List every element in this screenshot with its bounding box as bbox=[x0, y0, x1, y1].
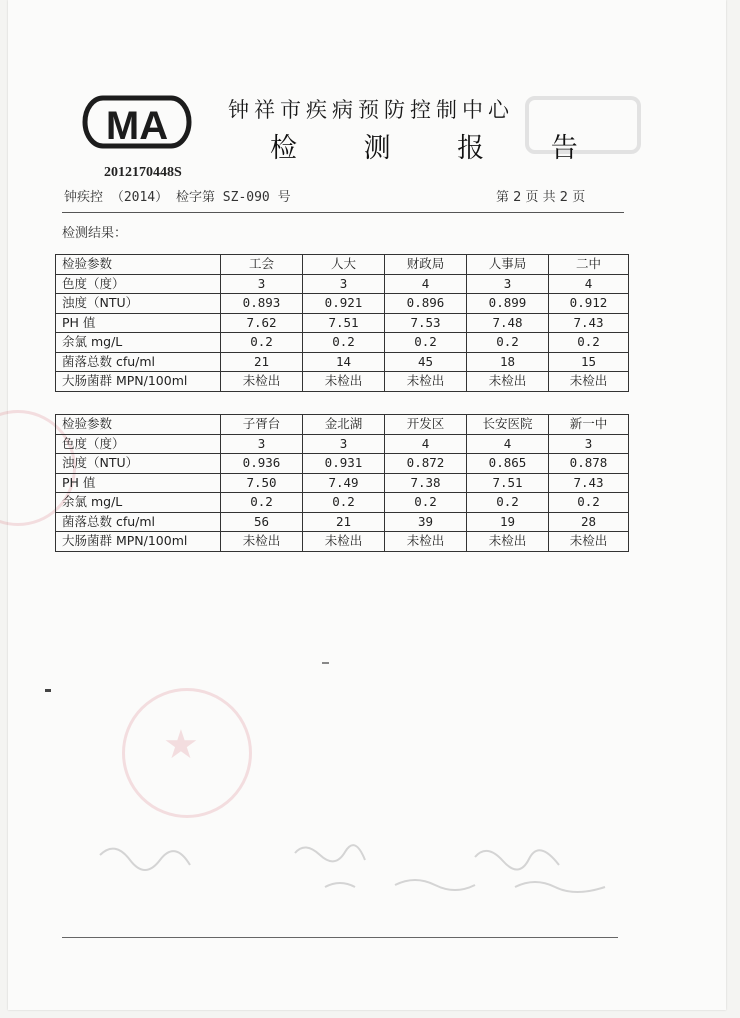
table-cell: 0.2 bbox=[467, 333, 549, 353]
table-cell: 未检出 bbox=[303, 532, 385, 552]
table-cell: 3 bbox=[549, 434, 629, 454]
table-header-row bbox=[56, 255, 629, 275]
table-cell: 大肠菌群 MPN/100ml bbox=[56, 372, 221, 392]
table-cell: 7.62 bbox=[221, 313, 303, 333]
table-cell: 未检出 bbox=[467, 372, 549, 392]
table-cell: 色度（度） bbox=[56, 274, 221, 294]
table-cell: 4 bbox=[467, 434, 549, 454]
table-header-cell: 工会 bbox=[221, 255, 303, 275]
table-row bbox=[56, 313, 629, 333]
table-cell: 7.43 bbox=[549, 473, 629, 493]
table-cell: 菌落总数 cfu/ml bbox=[56, 352, 221, 372]
table-cell: 0.896 bbox=[385, 294, 467, 314]
table-cell: 未检出 bbox=[385, 372, 467, 392]
table-cell: 0.2 bbox=[549, 493, 629, 513]
table-cell: 0.2 bbox=[467, 493, 549, 513]
table-cell: 7.48 bbox=[467, 313, 549, 333]
table-header-cell: 人大 bbox=[303, 255, 385, 275]
table-cell: 18 bbox=[467, 352, 549, 372]
table-cell: 0.893 bbox=[221, 294, 303, 314]
table-cell: 余氯 mg/L bbox=[56, 493, 221, 513]
table-cell: 未检出 bbox=[221, 372, 303, 392]
footer-divider bbox=[62, 937, 618, 938]
ma-logo bbox=[81, 94, 193, 150]
table-cell: 15 bbox=[549, 352, 629, 372]
table-header-cell: 长安医院 bbox=[467, 415, 549, 435]
document-number: 钟疾控 （2014） 检字第 SZ-090 号 bbox=[64, 190, 291, 205]
cert-number: 2012170448S bbox=[104, 165, 182, 180]
table-cell: 4 bbox=[385, 434, 467, 454]
table-cell: 未检出 bbox=[549, 532, 629, 552]
table-cell: 未检出 bbox=[221, 532, 303, 552]
table-row bbox=[56, 294, 629, 314]
table-header-cell: 检验参数 bbox=[56, 255, 221, 275]
table-cell: 浊度（NTU） bbox=[56, 454, 221, 474]
table-cell: 14 bbox=[303, 352, 385, 372]
table-cell: 0.936 bbox=[221, 454, 303, 474]
table-cell: 28 bbox=[549, 512, 629, 532]
table-cell: 21 bbox=[221, 352, 303, 372]
table-header-cell: 金北湖 bbox=[303, 415, 385, 435]
table-cell: 3 bbox=[221, 274, 303, 294]
table-row bbox=[56, 434, 629, 454]
table-row bbox=[56, 493, 629, 513]
table-row bbox=[56, 333, 629, 353]
table-cell: 0.872 bbox=[385, 454, 467, 474]
table-row bbox=[56, 512, 629, 532]
table-cell: 19 bbox=[467, 512, 549, 532]
table-cell: 未检出 bbox=[303, 372, 385, 392]
table-cell: 4 bbox=[385, 274, 467, 294]
table-header-cell: 财政局 bbox=[385, 255, 467, 275]
table-cell: 56 bbox=[221, 512, 303, 532]
table-cell: 0.2 bbox=[303, 333, 385, 353]
table-header-cell: 人事局 bbox=[467, 255, 549, 275]
table-cell: 0.912 bbox=[549, 294, 629, 314]
table-cell: 7.50 bbox=[221, 473, 303, 493]
results-table-2 bbox=[55, 414, 629, 552]
table-cell: 3 bbox=[467, 274, 549, 294]
table-header-cell: 检验参数 bbox=[56, 415, 221, 435]
stamp-star-icon: ★ bbox=[163, 722, 199, 768]
ma-logo-text: MA bbox=[105, 104, 169, 148]
table-cell: 浊度（NTU） bbox=[56, 294, 221, 314]
table-cell: 0.2 bbox=[303, 493, 385, 513]
table-cell: 0.921 bbox=[303, 294, 385, 314]
table-cell: 未检出 bbox=[385, 532, 467, 552]
faded-signature-marks bbox=[95, 835, 655, 905]
table-cell: 0.865 bbox=[467, 454, 549, 474]
table-header-row bbox=[56, 415, 629, 435]
table-cell: 45 bbox=[385, 352, 467, 372]
table-row bbox=[56, 274, 629, 294]
table-cell: 7.51 bbox=[303, 313, 385, 333]
results-table-1 bbox=[55, 254, 629, 392]
table-cell: 0.2 bbox=[549, 333, 629, 353]
table-header-cell: 新一中 bbox=[549, 415, 629, 435]
table-row bbox=[56, 473, 629, 493]
table-cell: 7.51 bbox=[467, 473, 549, 493]
table-cell: 0.878 bbox=[549, 454, 629, 474]
table-cell: 7.38 bbox=[385, 473, 467, 493]
scan-speck bbox=[45, 689, 51, 692]
table-cell: PH 值 bbox=[56, 473, 221, 493]
table-cell: 39 bbox=[385, 512, 467, 532]
scan-speck bbox=[322, 662, 329, 664]
table-cell: 余氯 mg/L bbox=[56, 333, 221, 353]
table-cell: 21 bbox=[303, 512, 385, 532]
table-row bbox=[56, 372, 629, 392]
table-row bbox=[56, 352, 629, 372]
report-title: 检 测 报 告 bbox=[270, 133, 607, 164]
table-row bbox=[56, 454, 629, 474]
table-cell: 0.2 bbox=[221, 333, 303, 353]
table-cell: 7.49 bbox=[303, 473, 385, 493]
results-label: 检测结果： bbox=[62, 226, 128, 241]
table-header-cell: 二中 bbox=[549, 255, 629, 275]
table-cell: 0.931 bbox=[303, 454, 385, 474]
organization-name: 钟祥市疾病预防控制中心 bbox=[228, 98, 514, 122]
table-cell: 菌落总数 cfu/ml bbox=[56, 512, 221, 532]
table-cell: 大肠菌群 MPN/100ml bbox=[56, 532, 221, 552]
table-cell: 3 bbox=[303, 274, 385, 294]
table-cell: 0.2 bbox=[221, 493, 303, 513]
table-cell: 未检出 bbox=[549, 372, 629, 392]
table-cell: 4 bbox=[549, 274, 629, 294]
table-row bbox=[56, 532, 629, 552]
table-cell: PH 值 bbox=[56, 313, 221, 333]
table-cell: 未检出 bbox=[467, 532, 549, 552]
table-header-cell: 开发区 bbox=[385, 415, 467, 435]
table-cell: 色度（度） bbox=[56, 434, 221, 454]
table-cell: 0.2 bbox=[385, 493, 467, 513]
table-cell: 3 bbox=[221, 434, 303, 454]
table-cell: 0.2 bbox=[385, 333, 467, 353]
table-header-cell: 子胥台 bbox=[221, 415, 303, 435]
header-divider bbox=[62, 212, 624, 213]
table-cell: 7.43 bbox=[549, 313, 629, 333]
table-cell: 7.53 bbox=[385, 313, 467, 333]
table-cell: 3 bbox=[303, 434, 385, 454]
page-info: 第 2 页 共 2 页 bbox=[496, 190, 586, 205]
table-cell: 0.899 bbox=[467, 294, 549, 314]
